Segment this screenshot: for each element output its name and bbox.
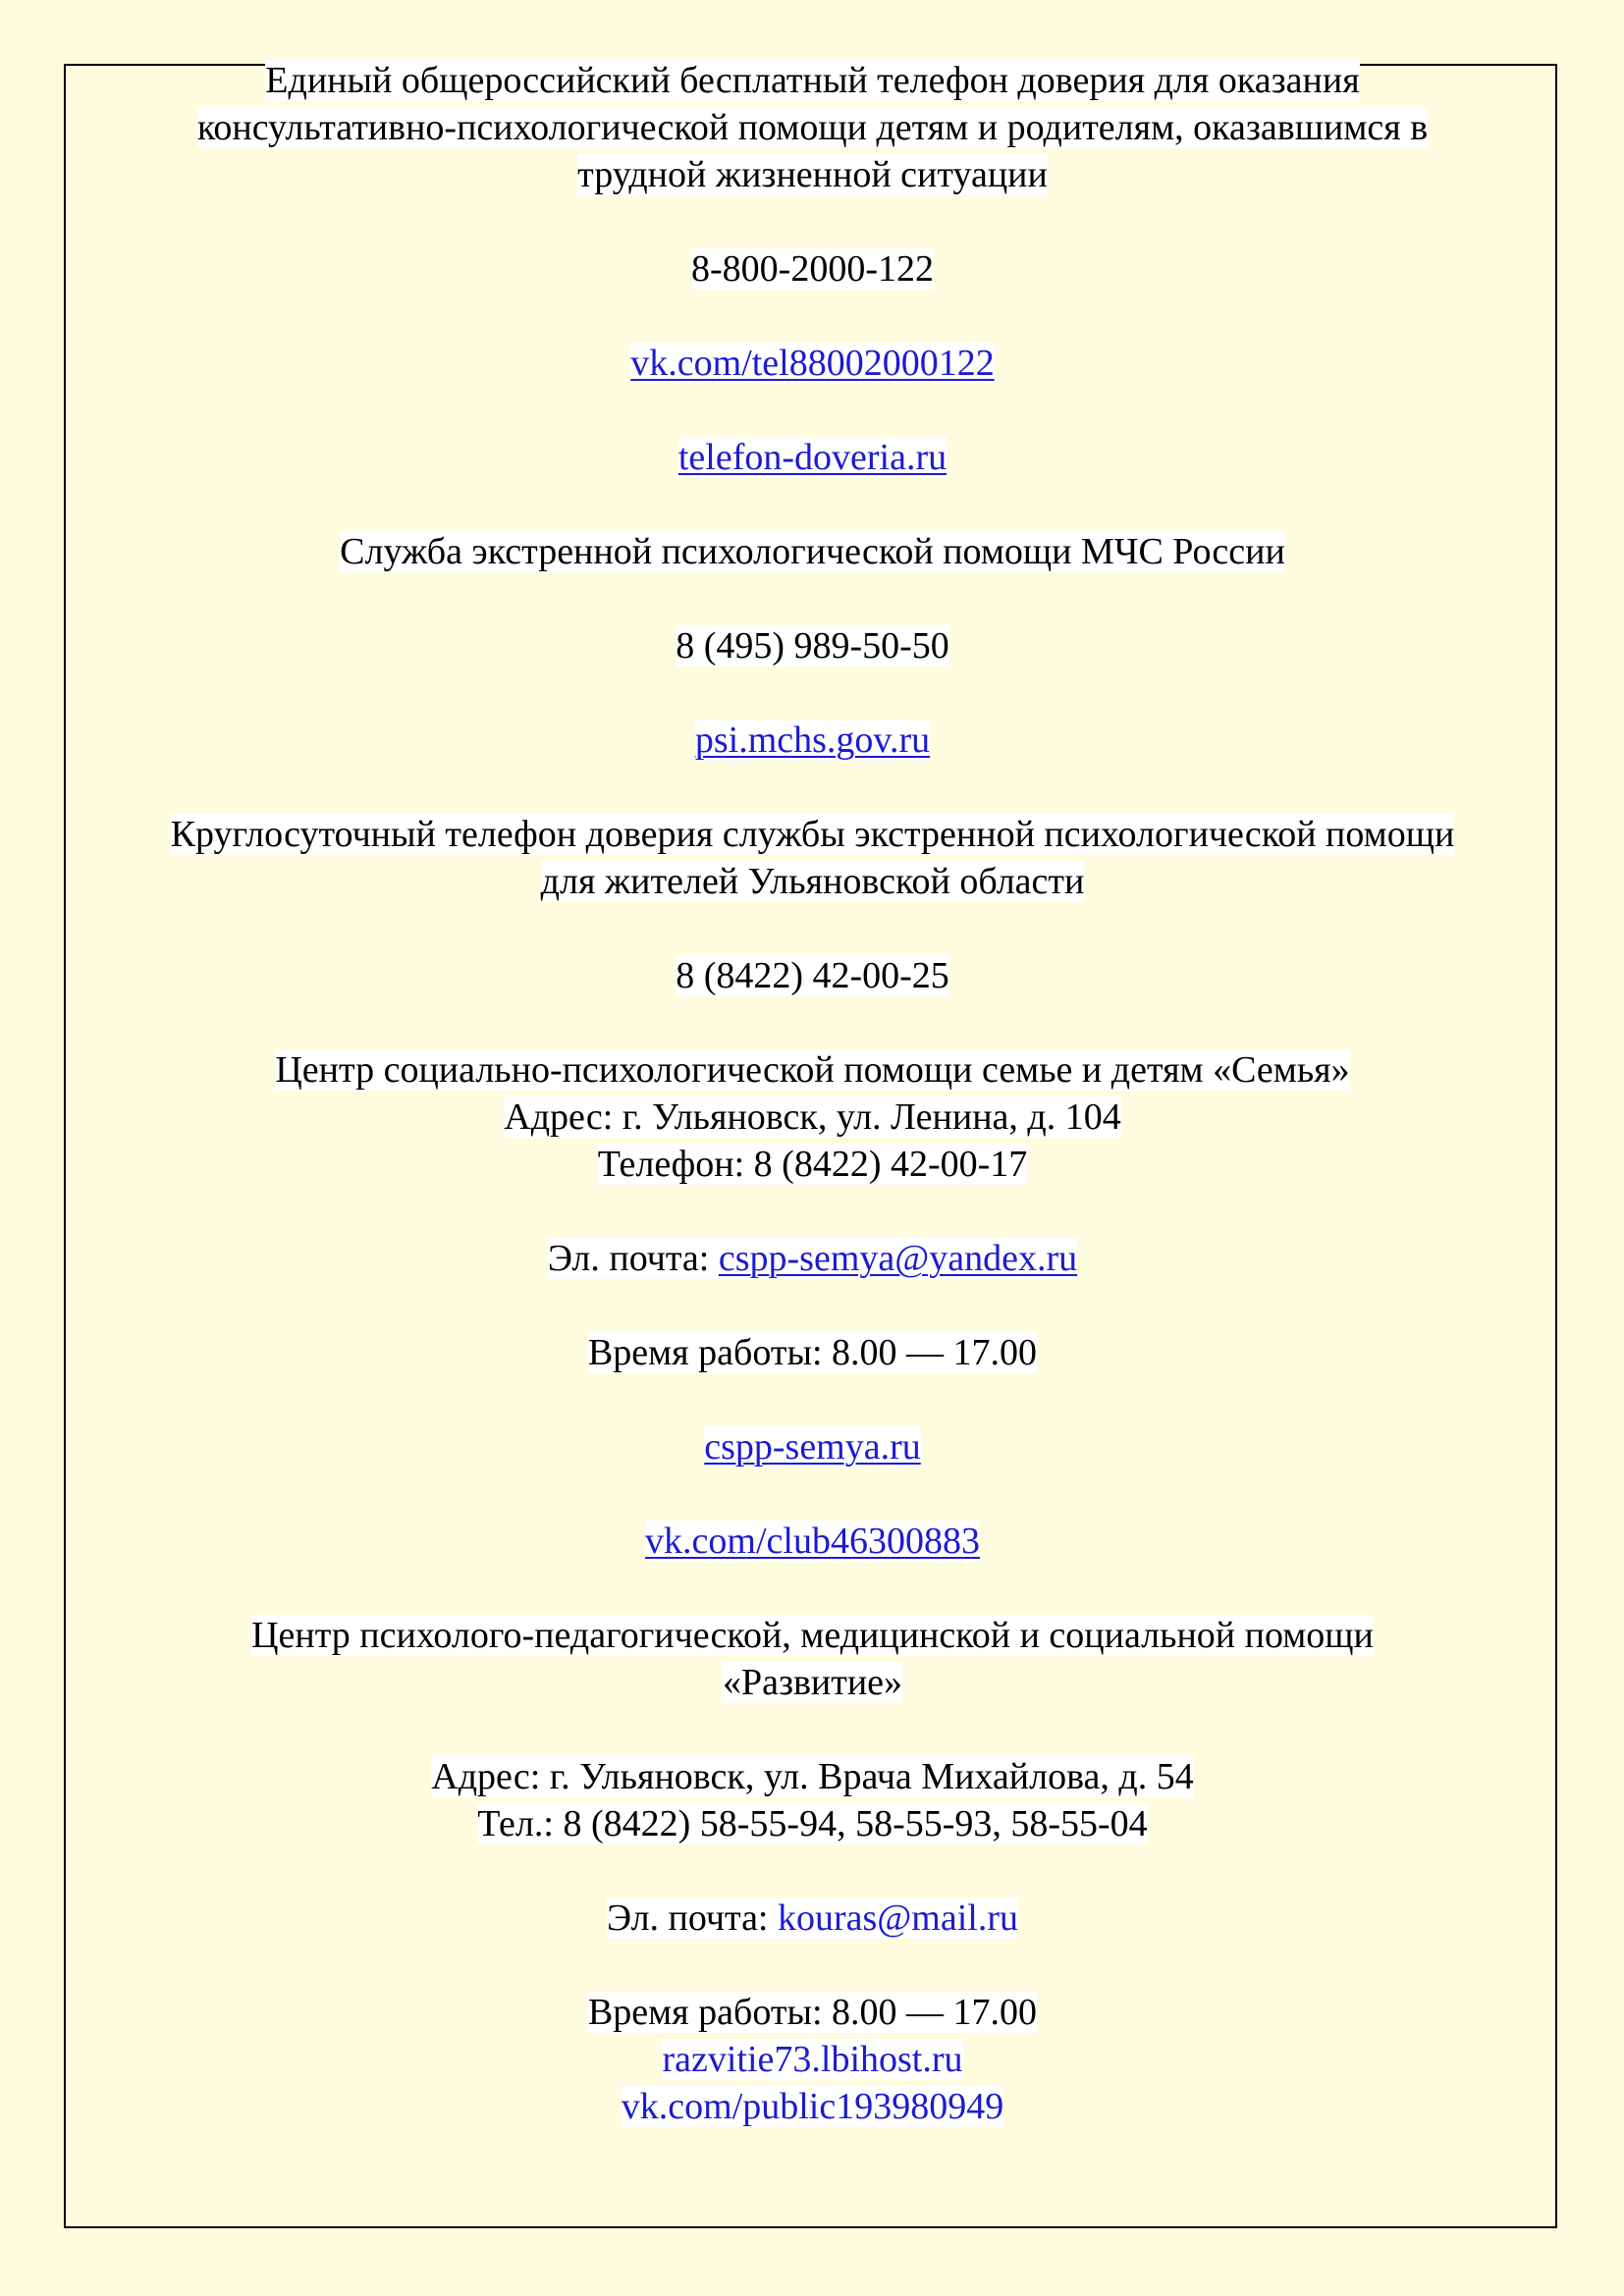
email-label: Эл. почта: <box>547 1238 719 1279</box>
section-razvitie-center <box>66 1612 1559 2130</box>
section-ulyanovsk-helpline <box>66 811 1559 999</box>
heading-line: трудной жизненной ситуации <box>577 154 1048 195</box>
semya-address: Адрес: г. Ульяновск, ул. Ленина, д. 104 <box>504 1096 1121 1138</box>
mchs-site-link[interactable]: psi.mchs.gov.ru <box>694 720 931 761</box>
heading-line: для жителей Ульяновской области <box>540 861 1085 902</box>
razvitie-hours: Время работы: 8.00 — 17.00 <box>587 1992 1038 2033</box>
razvitie-phone: Тел.: 8 (8422) 58-55-94, 58-55-93, 58-55-04 <box>477 1803 1148 1844</box>
heading-line: Центр психолого-педагогической, медицинской и социальной помощи <box>251 1615 1374 1656</box>
heading-line: Единый общероссийский бесплатный телефон доверия для оказания <box>265 60 1360 101</box>
document-content <box>66 57 1559 2130</box>
semya-hours: Время работы: 8.00 — 17.00 <box>587 1332 1038 1373</box>
razvitie-vk-link[interactable]: vk.com/public193980949 <box>621 2086 1004 2127</box>
ulyanovsk-helpline-phone: 8 (8422) 42-00-25 <box>676 955 949 996</box>
razvitie-site-link[interactable]: razvitie73.lbihost.ru <box>662 2039 963 2080</box>
federal-helpline-phone: 8-800-2000-122 <box>691 248 934 290</box>
semya-email-row <box>66 1235 1559 1282</box>
semya-site-link[interactable]: cspp-semya.ru <box>704 1426 921 1468</box>
semya-vk-link[interactable]: vk.com/club46300883 <box>645 1521 980 1562</box>
heading-line: Круглосуточный телефон доверия службы экстренной психологической помощи <box>170 814 1455 855</box>
email-label: Эл. почта: <box>606 1897 778 1939</box>
heading-line: консультативно-психологической помощи детям и родителям, оказавшимся в <box>196 107 1429 148</box>
heading-line: «Развитие» <box>722 1662 903 1703</box>
telefon-doveria-link[interactable]: telefon-doveria.ru <box>677 437 947 478</box>
razvitie-address: Адрес: г. Ульяновск, ул. Врача Михайлова, д. 54 <box>431 1756 1194 1797</box>
vk-tel-link[interactable]: vk.com/tel88002000122 <box>630 343 995 384</box>
semya-phone: Телефон: 8 (8422) 42-00-17 <box>597 1144 1028 1185</box>
section-federal-helpline <box>66 57 1559 481</box>
mchs-phone: 8 (495) 989-50-50 <box>676 625 949 667</box>
razvitie-email-link[interactable]: kouras@mail.ru <box>778 1897 1018 1939</box>
section-semya-center <box>66 1046 1559 1565</box>
razvitie-email-row <box>66 1895 1559 1942</box>
semya-email-link[interactable]: cspp-semya@yandex.ru <box>718 1238 1078 1279</box>
mchs-heading: Служба экстренной психологической помощи МЧС России <box>340 531 1285 572</box>
section-mchs-service <box>66 528 1559 764</box>
semya-heading: Центр социально-психологической помощи семье и детям «Семья» <box>275 1049 1350 1091</box>
